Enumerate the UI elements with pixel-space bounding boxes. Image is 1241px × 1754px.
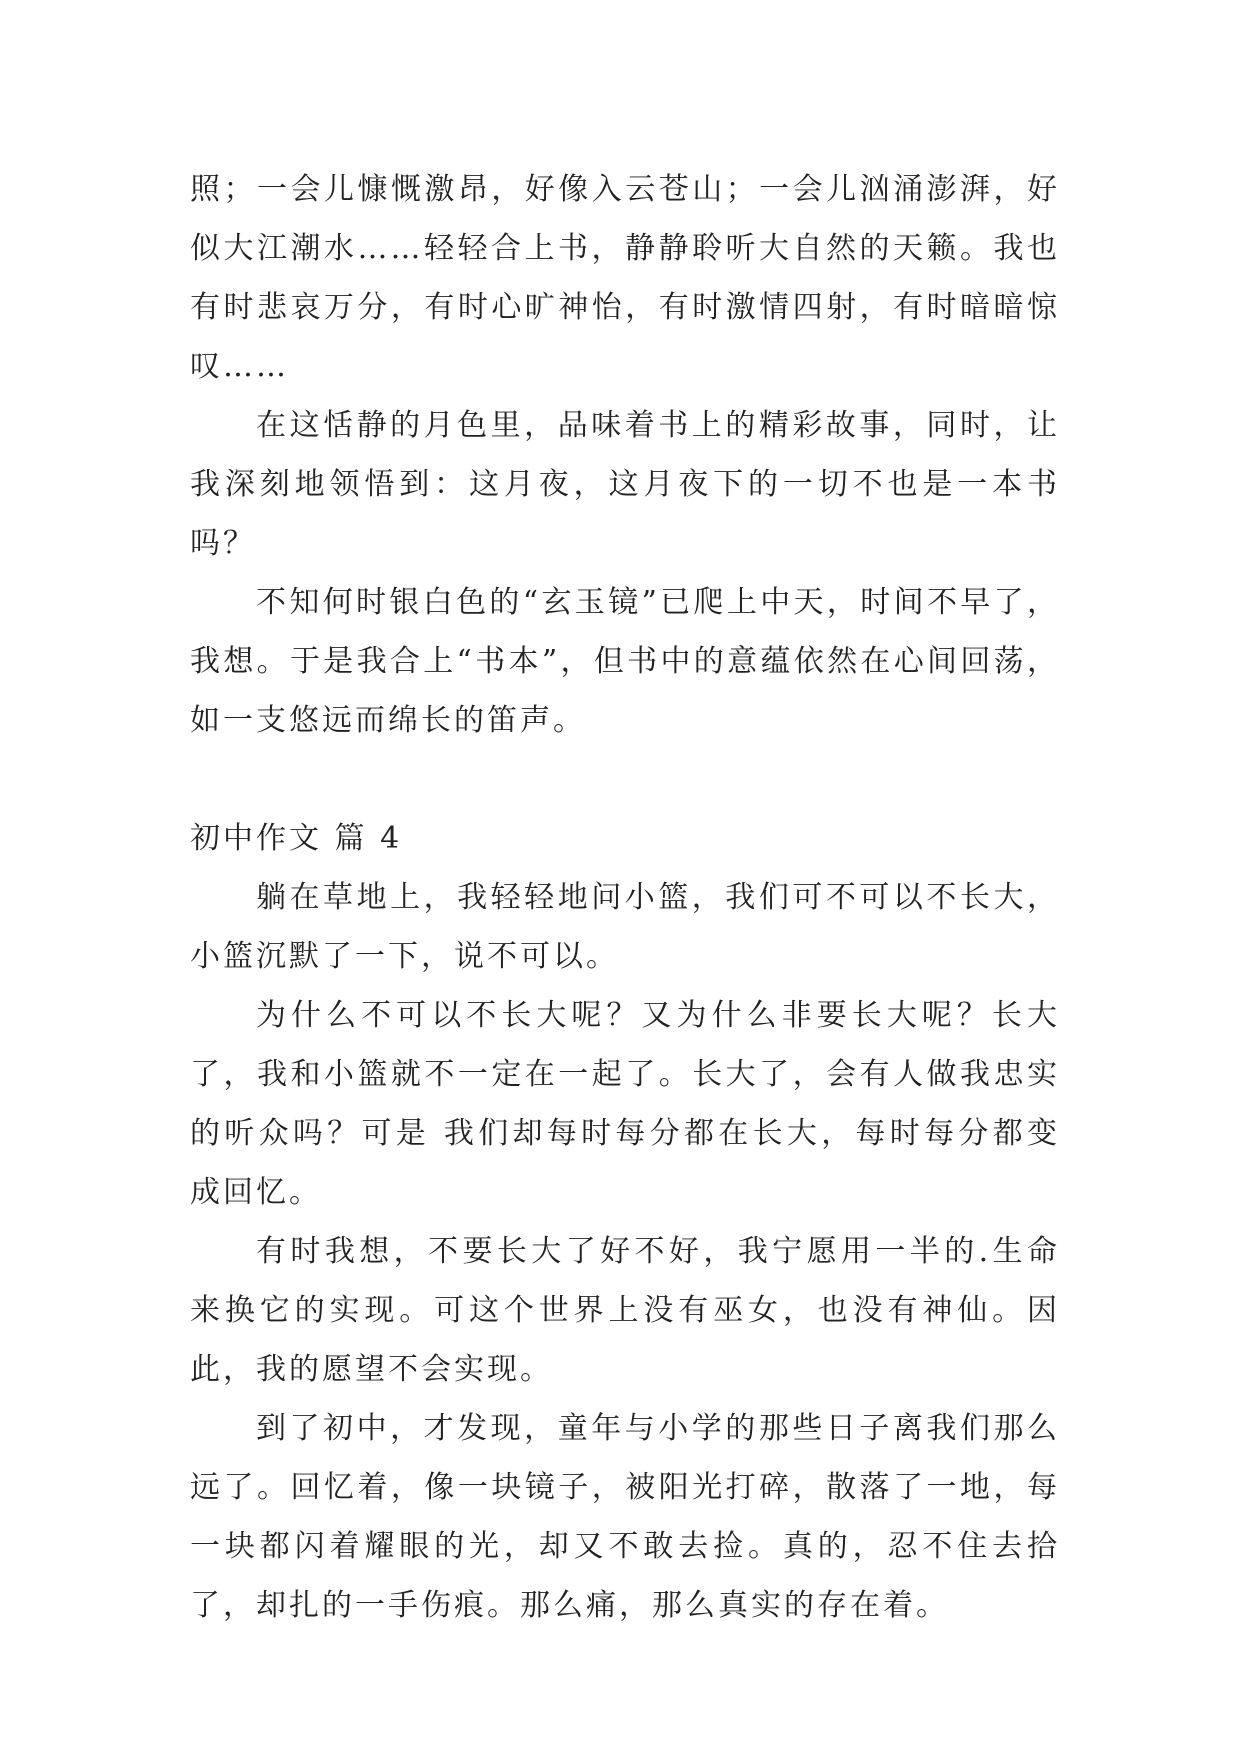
paragraph-moonlight-reflection: 在这恬静的月色里，品味着书上的精彩故事，同时，让我深刻地领悟到：这月夜，这月夜下的一切不也是一本书吗？ xyxy=(190,408,1060,561)
paragraph-lying-on-grass: 躺在草地上，我轻轻地问小篮，我们可不可以不长大，小篮沉默了一下，说不可以。 xyxy=(190,880,1060,974)
paragraph-why-grow-up: 为什么不可以不长大呢？又为什么非要长大呢？长大了，我和小篮就不一定在一起了。长大了，会有人做我忠实的听众吗？可是 我们却每时每分都在长大，每时每分都变成回忆。 xyxy=(190,998,1060,1210)
paragraph-continued: 照；一会儿慷慨激昂，好像入云苍山；一会儿汹涌澎湃，好似大江潮水……轻轻合上书，静静聆听大自然的天籁。我也有时悲哀万分，有时心旷神怡，有时激情四射，有时暗暗惊叹…… xyxy=(190,172,1060,384)
paragraph-wish: 有时我想，不要长大了好不好，我宁愿用一半的.生命来换它的实现。可这个世界上没有巫女，也没有神仙。因此，我的愿望不会实现。 xyxy=(190,1234,1060,1387)
document-body xyxy=(190,160,1060,1635)
paragraph-junior-high: 到了初中，才发现，童年与小学的那些日子离我们那么远了。回忆着，像一块镜子，被阳光打碎，散落了一地，每一块都闪着耀眼的光，却又不敢去捡。真的，忍不住去拾了，却扎的一手伤痕。那么痛，那么真实的存在着。 xyxy=(190,1411,1060,1623)
section-heading: 初中作文 篇 4 xyxy=(190,821,403,856)
paragraph-closing-book: 不知何时银白色的“玄玉镜”已爬上中天，时间不早了，我想。于是我合上“书本”，但书中的意蕴依然在心间回荡，如一支悠远而绵长的笛声。 xyxy=(190,585,1060,738)
